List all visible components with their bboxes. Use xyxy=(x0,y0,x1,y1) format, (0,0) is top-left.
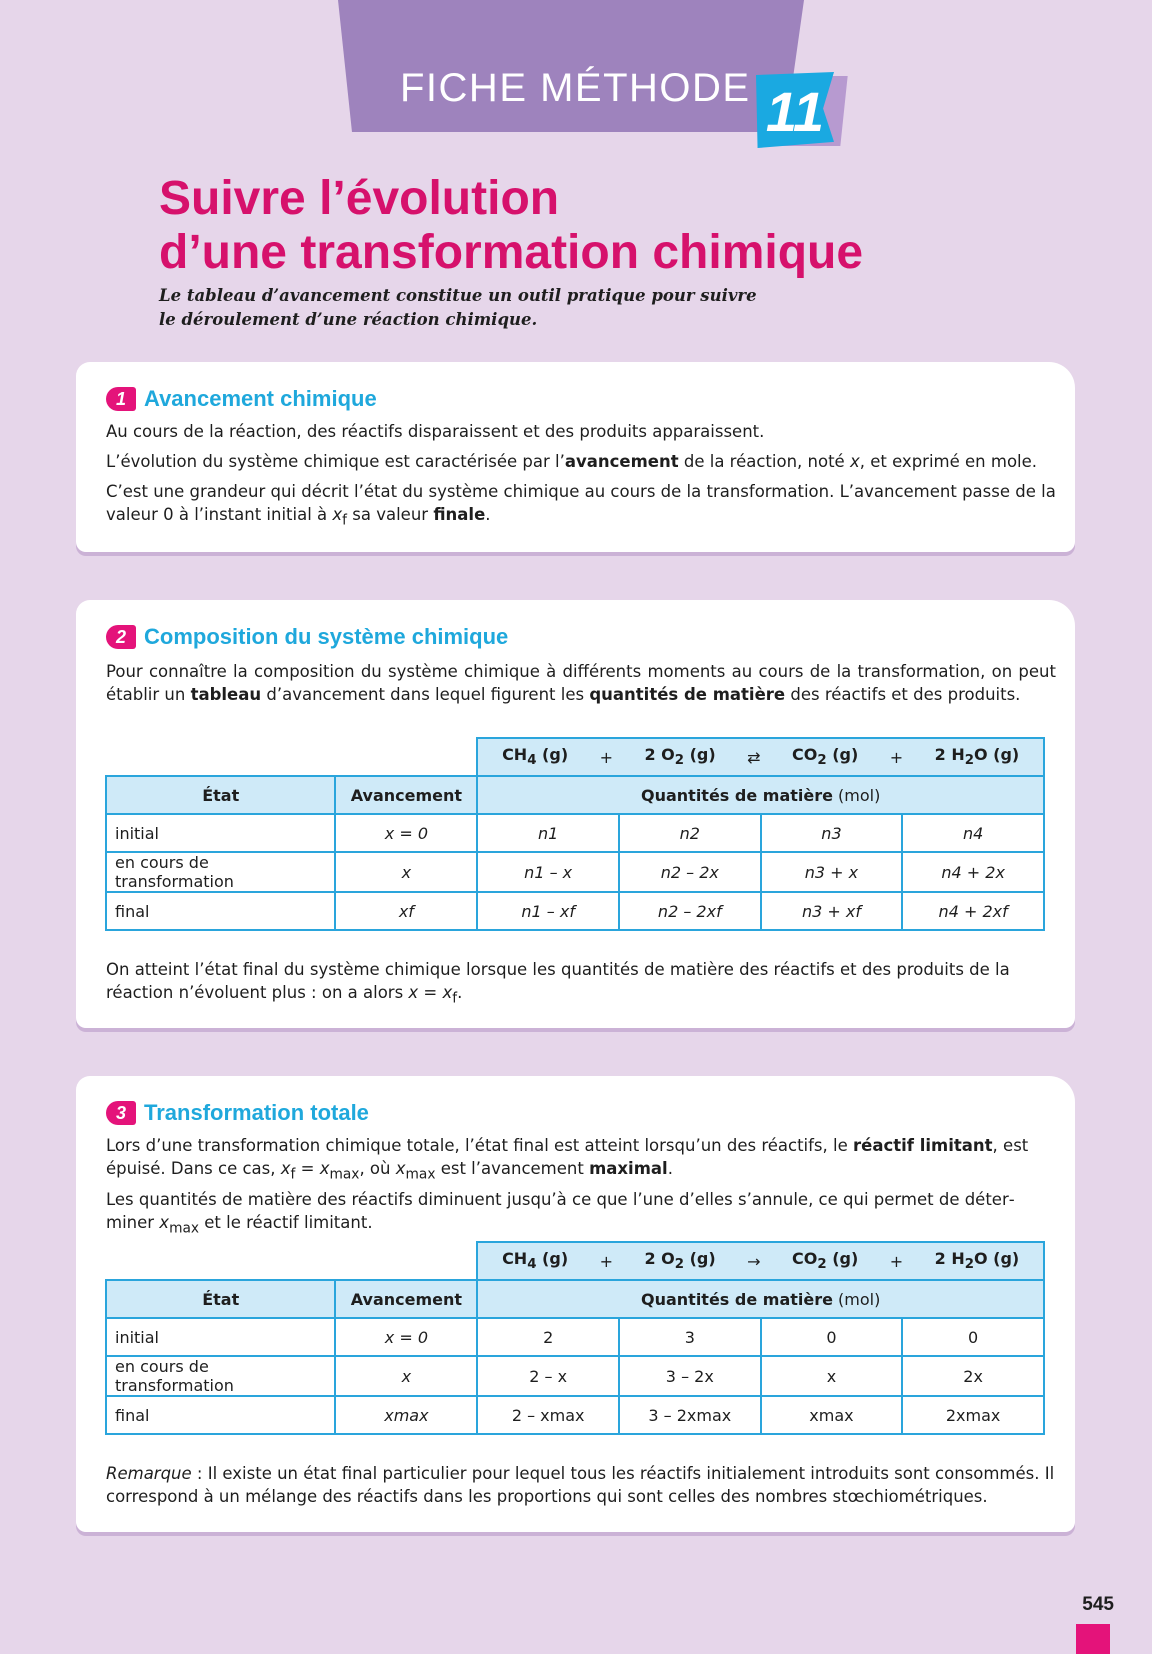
quantity-cell: 0 xyxy=(902,1318,1044,1356)
state-cell: final xyxy=(106,1396,335,1434)
progress-table-2 xyxy=(105,1241,1045,1435)
quantity-cell: 0 xyxy=(761,1318,903,1356)
section-card-3 xyxy=(76,1076,1075,1532)
equation-row xyxy=(106,1242,1044,1280)
section3-paragraph-1: Lors d’une transformation chimique totale, l’état final est atteint lorsqu’un des réactifs, le réactif limitant, est épuisé. Dans ce cas, $x_f = x_{max}$, où $x_{max}$ est l’avancement maximal. xyxy=(106,1136,1029,1183)
section-header-1 xyxy=(106,384,377,414)
eq-plus-2: + xyxy=(889,1251,904,1271)
eq-reactant-2: 2 $O_2$ (g) xyxy=(644,745,716,769)
page-subtitle xyxy=(159,284,779,332)
state-cell: en cours de transformation xyxy=(106,1356,335,1396)
header-label: FICHE MÉTHODE xyxy=(400,66,751,110)
quantity-cell: n2 xyxy=(619,814,761,852)
advance-cell: xf xyxy=(335,892,477,930)
eq-plus-2: + xyxy=(889,747,904,767)
section-heading-3: Transformation totale xyxy=(144,1100,369,1125)
eq-plus-1: + xyxy=(599,747,613,767)
quantity-cell: n1 xyxy=(477,814,619,852)
quantity-cell: 3 – 2xmax xyxy=(619,1396,761,1434)
quantity-cell: 2 – xmax xyxy=(477,1396,619,1434)
advance-cell: x = 0 xyxy=(335,1318,477,1356)
section-header-2 xyxy=(106,622,508,652)
section1-paragraph-1: Au cours de la réaction, des réactifs disparaissent et des produits apparaissent. xyxy=(106,422,765,441)
table-header-row xyxy=(106,1280,1044,1318)
section-heading-2: Composition du système chimique xyxy=(144,624,509,649)
header-state: État xyxy=(106,776,335,814)
quantity-cell: n4 + 2xf xyxy=(902,892,1044,930)
section-card-1 xyxy=(76,362,1075,552)
eq-product-1: $CO_2$ (g) xyxy=(792,1249,859,1273)
table-row xyxy=(106,1356,1044,1396)
table-row xyxy=(106,1318,1044,1356)
quantity-cell: 2xmax xyxy=(902,1396,1044,1434)
eq-reactant-1: $CH_4$ (g) xyxy=(502,1249,569,1273)
subtitle-line1: Le tableau d’avancement constitue un outil pratique pour suivre xyxy=(159,286,757,305)
quantity-cell: n2 – 2x xyxy=(619,852,761,892)
table-row xyxy=(106,852,1044,892)
quantity-cell: n1 – x xyxy=(477,852,619,892)
state-cell: initial xyxy=(106,1318,335,1356)
page-corner-mark xyxy=(1076,1624,1110,1654)
quantity-cell: n2 – 2xf xyxy=(619,892,761,930)
reaction-equation xyxy=(477,1242,1044,1280)
table-header-row xyxy=(106,776,1044,814)
header-quantities: Quantités de matière (mol) xyxy=(477,776,1044,814)
section-card-2 xyxy=(76,600,1075,1028)
quantity-cell: xmax xyxy=(761,1396,903,1434)
quantity-cell: n1 – xf xyxy=(477,892,619,930)
quantity-cell: n3 + xf xyxy=(761,892,903,930)
advance-cell: x xyxy=(335,1356,477,1396)
quantity-cell: n3 + x xyxy=(761,852,903,892)
method-number: 11 xyxy=(765,80,825,143)
state-cell: initial xyxy=(106,814,335,852)
equation-row xyxy=(106,738,1044,776)
advance-cell: x = 0 xyxy=(335,814,477,852)
quantity-cell: n4 + 2x xyxy=(902,852,1044,892)
section2-intro: Pour connaître la composition du système chimique à différents moments au cours de la transformation, on peut établir un tableau d’avancement dans lequel figurent les quantités de matière des réactifs et des produits. xyxy=(106,662,1056,704)
advance-cell: x xyxy=(335,852,477,892)
quantity-cell: 3 – 2x xyxy=(619,1356,761,1396)
section-number-3: 3 xyxy=(106,1101,136,1125)
state-cell: en cours de transformation xyxy=(106,852,335,892)
eq-reactant-2: 2 $O_2$ (g) xyxy=(644,1249,716,1273)
advance-cell: xmax xyxy=(335,1396,477,1434)
progress-table-1 xyxy=(105,737,1045,931)
eq-product-1: $CO_2$ (g) xyxy=(792,745,859,769)
eq-product-2: 2 $H_2O$ (g) xyxy=(934,745,1020,769)
header-state: État xyxy=(106,1280,335,1318)
header-quantities: Quantités de matière (mol) xyxy=(477,1280,1044,1318)
eq-arrow: → xyxy=(747,1251,761,1271)
quantity-cell: 3 xyxy=(619,1318,761,1356)
eq-plus-1: + xyxy=(599,1251,613,1271)
eq-reactant-1: $CH_4$ (g) xyxy=(502,745,569,769)
page-number: 545 xyxy=(1082,1594,1114,1615)
page-title-line1: Suivre l’évolution xyxy=(159,172,560,225)
section-heading-1: Avancement chimique xyxy=(144,386,377,411)
section3-paragraph-2: Les quantités de matière des réactifs diminuent jusqu’à ce que l’une d’elles s’annule, ce qui permet de déterminer $x_{max}$ et le réactif limitant. xyxy=(106,1190,1015,1237)
section2-conclusion: On atteint l’état final du système chimique lorsque les quantités de matière des réactifs et des produits de la réaction n’évoluent plus : on a alors $x = x_f$. xyxy=(106,960,1010,1007)
table-row xyxy=(106,814,1044,852)
quantity-cell: n3 xyxy=(761,814,903,852)
section3-remark: Remarque : Il existe un état final particulier pour lequel tous les réactifs initialement introduits sont consommés. Il correspond à un mélange des réactifs dans les proportions qui sont celles des nombres stœchiométriques. xyxy=(106,1464,1055,1506)
table-row xyxy=(106,892,1044,930)
page-title xyxy=(159,172,1059,280)
section-header-3 xyxy=(106,1098,369,1128)
eq-arrow: ⇄ xyxy=(747,747,761,767)
reaction-equation xyxy=(477,738,1044,776)
header-advance: Avancement xyxy=(335,776,477,814)
section1-paragraph-2: L’évolution du système chimique est caractérisée par l’avancement de la réaction, noté x, et exprimé en mole. xyxy=(106,452,1038,471)
section-number-2: 2 xyxy=(106,625,136,649)
eq-product-2: 2 $H_2O$ (g) xyxy=(934,1249,1020,1273)
quantity-cell: 2 xyxy=(477,1318,619,1356)
state-cell: final xyxy=(106,892,335,930)
header-advance: Avancement xyxy=(335,1280,477,1318)
subtitle-line2: le déroulement d’une réaction chimique. xyxy=(159,310,538,329)
quantity-cell: x xyxy=(761,1356,903,1396)
section-number-1: 1 xyxy=(106,387,136,411)
section1-paragraph-3: C’est une grandeur qui décrit l’état du système chimique au cours de la transformation. L’avancement passe de la valeur 0 à l’instant initial à $x_f$ sa valeur finale. xyxy=(106,482,1056,529)
table-row xyxy=(106,1396,1044,1434)
quantity-cell: n4 xyxy=(902,814,1044,852)
quantity-cell: 2x xyxy=(902,1356,1044,1396)
quantity-cell: 2 – x xyxy=(477,1356,619,1396)
page-title-line2: d’une transformation chimique xyxy=(159,226,864,279)
